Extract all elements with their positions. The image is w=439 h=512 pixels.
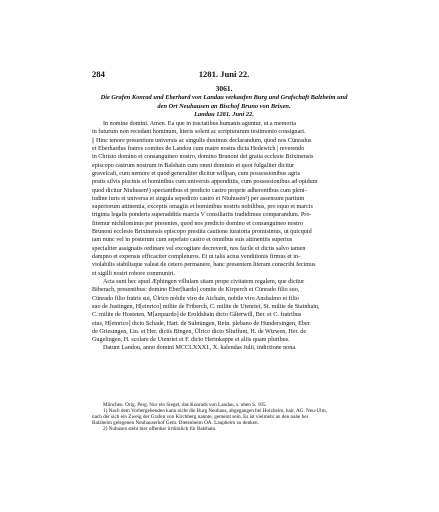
body-line: iam nunc vel in posterum cum sepefato castro et omnibus suis attinentiis superius (92, 237, 293, 244)
footnote-line: 2) Nuhusen steht hier offenbar irrtümlich für Balshain. (103, 426, 217, 433)
body-line: eius, H[einrico] dicto Schade, Hart. de Sulmingen, Rein. plebano de Hundersingen, Eber. (92, 320, 311, 327)
body-line: Gugelingen, H. scolare de Utenriet et F. dicto Herinkappe et aliis quam pluribus. (92, 337, 290, 344)
body-line: in futurum non recedant hominum, literis solent ac scripturarum testimonio consignari. (92, 129, 306, 136)
body-line: Cūnrado filio fratris sui, Ŭlrico nobile viro de Aichain, nobile viro Anshalmo et filio (92, 295, 299, 302)
footnote-line: nach der sich ein Zweig der Grafen von Kirchberg nannte, gemeint sein. Es ist vielmehr an den nahe bei (92, 414, 308, 421)
body-line: C. milite de Hosteten, M[arquardo] de Eroldshain dicto Gǎterwill, Ber. et C. fratribus (92, 312, 302, 319)
body-line: violabilis stabilisque valeat de cetero permanere, hanc presentem literam conscribi fecimus (92, 262, 316, 269)
body-line: || Hinc tenore presentium universis ac singulis duximus declarandum, quod nos Cūnradus (92, 137, 312, 144)
footnote-line: 1) Nach dem Vorhergehenden kann nicht die Burg Neuhaus, abgegangen bei Holzheim, hair. AG. Neu-Ulm, (103, 408, 327, 415)
footnote-line: Balzheim gelegenen Neuhauserhof Gem. Dietenheim OA. Laupheim zu denken. (92, 420, 259, 427)
footnote-line: München. Orig. Perg. Nur ein Siegel, das Konrads von Landau, s. oben S. 165. (103, 402, 267, 408)
body-line: graveſcaſt, cum nemore et quod generaliter dicitur willpan, cum possessionibus agris (92, 170, 301, 177)
body-line: triginta legalis ponderis superadditis marcis V consiliariis tradidimus comparandum. Pro- (92, 212, 312, 219)
body-line: Datum Landou, anno domini MCCLXXXI., X. kalendas Julii, indictione nona. (103, 345, 297, 352)
body-line: et sigilli nostri robore communiri. (92, 270, 176, 277)
body-line: episcopo castrum nostrum in Balshain cum omni dominio et quot fulgaliter dicitur (92, 162, 295, 169)
header-date: 1281. Juni 22. (198, 69, 250, 79)
body-line: tudine iuris et universa et singula sepedicto castro et Niuhusen²) per assensum partium (92, 195, 305, 202)
summary-line: Landau 1281. Juni 22. (194, 111, 254, 119)
body-line: Brunoni ecclesie Brixinensis episcopo prestita cautione iuratoria promisimus, ut quicquid (92, 229, 312, 236)
body-line: suo de Justingen, H[einrico] milite de Friberch, C. milite de Utenriet, St. milite de Stainhain, (92, 303, 320, 310)
footnotes (92, 402, 356, 432)
body-line: specialiter assignatis ordinare vel excogitare decreverit, nos facile et dictis salvo tamen (92, 245, 306, 252)
body-line: de Griesingen, Liu. et Her. dictis Bingen, Ŭlrico dicto Sliuffunt, H. de Wizwen, Her. de (92, 328, 307, 335)
summary-line: den Ort Neuhausen an Bischof Bruno von Brixen. (157, 102, 291, 110)
body-line: et Eberhardus fratres comites de Landou cum matre nostra dicta Hedewich | reverendo (92, 145, 305, 152)
summary-line: Die Grafen Konrad und Eberhard von Landau verkaufen Burg und Grafschaft Balzheim und (100, 94, 348, 101)
page-header (92, 69, 356, 81)
page-number: 284 (92, 69, 105, 79)
body-line: fitemur nichilominus per presentes, quod nos predicto domino et consanguineo nostro (92, 220, 303, 227)
document-body (92, 120, 356, 353)
body-line: In nomine domini. Amen. Ea que in tractatibus humanis aguntur, ut a memoria (103, 121, 296, 127)
body-line: Biberach, presentibus: domino Eber[hardo] comite de Kirperch et Cūnrado filio suo, (92, 287, 300, 294)
body-line: dampno et expensis efficaciter completuros. Et ut talis actus venditionis firmus et in- (92, 254, 301, 260)
body-line: superiorum attinentia, exceptis omagiis et hominibus nostris nobilibus, pro equo et marcis (92, 204, 313, 211)
body-line: pratis silvis piscinis et hominibus cum universis appenditiis, cum possessionibus ad opidum (92, 179, 318, 186)
body-line: quod dicitur Niuhusen¹) spectantibus et predicto castro proprie adherentibus cum pleni- (92, 187, 307, 194)
document-number: 3061. (215, 84, 233, 93)
body-line: Acta sunt hec apud Æphingen villulam sitam prope civitatem regalem, que dicitur (103, 278, 305, 285)
document-summary (92, 94, 356, 120)
body-line: in Christo domino et consanguineo nostro, domino Brunoni dei gratia ecclesie Brixinensis (92, 154, 314, 161)
